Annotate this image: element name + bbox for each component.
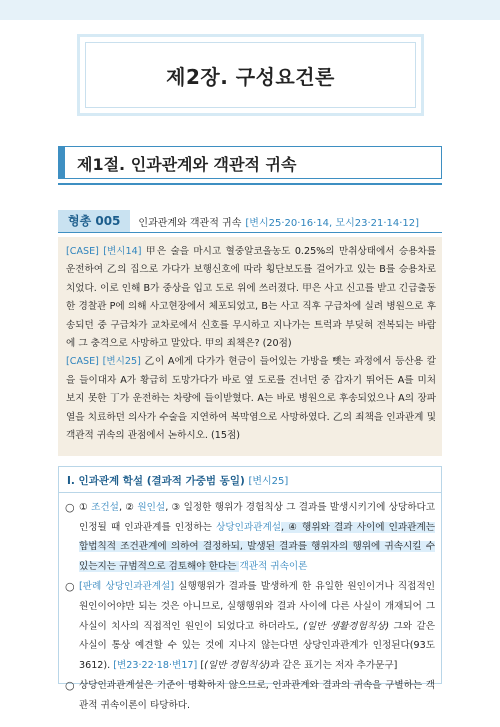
case-code: 형총 005 (58, 210, 130, 232)
item-1-text: ① 조건설, ② 원인설, ③ 일정한 행위가 경험칙상 그 결과를 발생시키기에 상당하다고 인정될 때 인과관계를 인정하는 상당인과관계설, ④ 행위와 결과 사이에 인과관계는 합법칙적 조건관계에 의하여 결정하되, 발생된 결과를 행위자의 행위에 귀속시킬 수 있는지는 규범적으로 검토해야 한다는 객관적 귀속이론 (79, 502, 436, 572)
answer-heading (67, 472, 288, 488)
answer-divider (59, 492, 441, 493)
term-cause-theory: 원인설 (137, 502, 166, 513)
section-title: 제1절. 인과관계와 객관적 귀속 (77, 155, 297, 174)
case-paragraph-2 (66, 353, 436, 445)
case-tag-1: [CASE] [변시14] (66, 246, 142, 257)
chapter-title-box (77, 34, 424, 116)
answer-heading-text: I. 인과관계 학설 (결과적 가중범 동일) (67, 475, 245, 487)
case-text-2: 乙이 A에게 다가가 현금이 들어있는 가방을 뺏는 과정에서 등산용 칼을 들이대자 A가 황급히 도망가다가 바로 옆 도로를 건너던 중 갑자기 뛰어든 A를 미처 보지 못한 丁가 운전하는 차량에 들이받혔다. A는 바로 병원으로 후송되었으나 A의 장파열을 치료하던 의사가 수술을 지연하여 복막염으로 사망하였다. 乙의 죄책을 인과관계 및 객관적 귀속의 관점에서 논하시오. (15점) (66, 356, 437, 442)
case-exam-ref: [변시25·20·16·14, 모시23·21·14·12] (245, 217, 420, 229)
item-2-text: [판례 상당인과관계설] 실행행위가 결과를 발생하게 한 유일한 원인이거나 직접적인 원인이어야만 되는 것은 아니므로, 실행행위와 결과 사이에 다른 사실이 개재되어 그 사실이 치사의 직접적인 원인이 되었다고 하더라도, (일반 생활경험칙상) 그와 같은 사실이 통상 예견할 수 있는 것에 지나지 않는다면 상당인과관계가 인정된다(93도3612). [변23·22·18·변17] [(일반 경험칙상)과 같은 표기는 저자 추가문구] (79, 581, 435, 671)
answer-items (65, 498, 435, 717)
top-band (0, 0, 500, 20)
section-underline (58, 183, 442, 185)
bullet-icon: ○ (65, 580, 75, 594)
answer-box (58, 466, 442, 711)
chapter-title: 제2장. 구성요건론 (166, 64, 335, 89)
exam-ref: [변23·22·18·변17] (113, 659, 198, 671)
term-objective-imputation: 객관적 귀속이론 (239, 560, 308, 572)
case-tag-2: [CASE] [변시25] (66, 356, 141, 368)
list-item (65, 577, 435, 675)
bullet-icon: ○ (65, 501, 75, 514)
case-text-1: 甲은 술을 마시고 혈중알코올농도 0.25%의 만취상태에서 승용차를 운전하여 乙의 집으로 가다가 보행신호에 따라 횡단보도를 걸어가고 있는 B를 승용차로 치었다. 이로 인해 B가 중상을 입고 도로 위에 쓰러졌다. 甲은 사고 신고를 받고 긴급출동한 경찰관 P에 의해 사고현장에서 체포되었고, B는 사고 직후 구급차에 실려 병원으로 후송되던 중 구급차가 교차로에서 신호를 무시하고 지나가는 트럭과 부딪혀 전복되는 바람에 그 충격으로 사망하고 말았다. 甲의 죄책은? (20점) (66, 246, 436, 350)
chapter-title-inner (85, 42, 416, 108)
answer-heading-ref: [변시25] (248, 476, 289, 487)
case-paragraph-1 (66, 243, 436, 353)
case-header (58, 210, 419, 232)
case-header-line (58, 232, 442, 233)
list-item (65, 498, 435, 576)
bullet-icon: ○ (65, 679, 75, 693)
term-adequate-causation: 상당인과관계설 (216, 521, 281, 533)
term-condition-theory: 조건설 (91, 502, 119, 513)
case-box (58, 237, 442, 456)
section-title-box (58, 146, 442, 179)
section-accent-bar (59, 147, 65, 178)
item-3-text: 상당인과관계설은 기준이 명확하지 않으므로, 인과관계와 결과의 귀속을 구별하는 객관적 귀속이론이 타당하다. (79, 680, 435, 711)
list-item (65, 676, 435, 715)
case-topic: 인과관계와 객관적 귀속 (138, 217, 242, 229)
precedent-tag: [판례 상당인과관계설] (79, 581, 175, 593)
